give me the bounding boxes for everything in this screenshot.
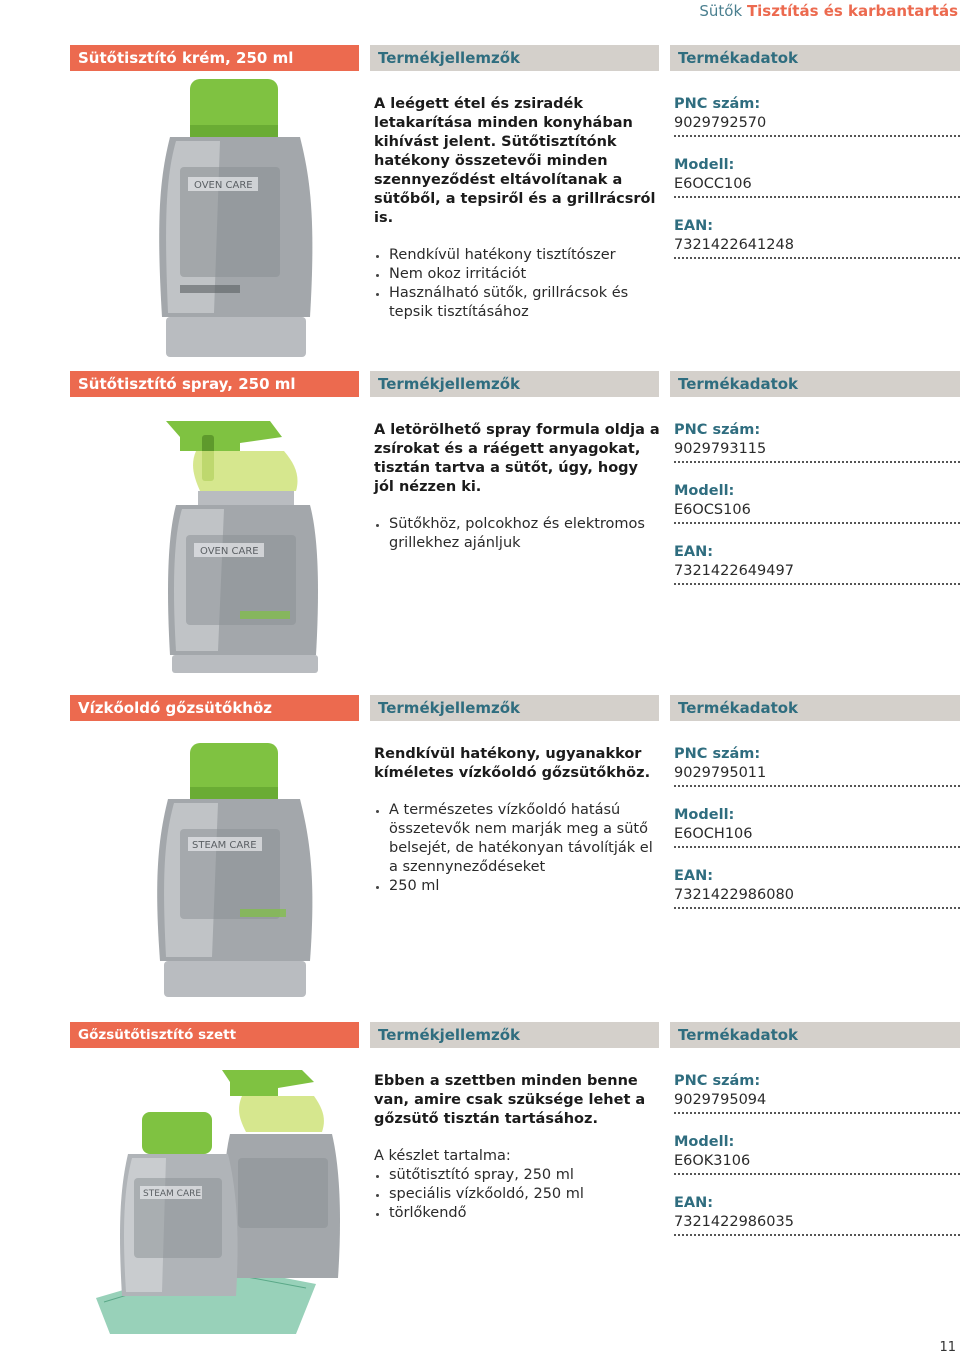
kit-contents-label: A készlet tartalma: [374,1148,511,1164]
model-value: E6OK3106 [674,1153,751,1169]
header-section: Tisztítás és karbantartás [746,2,958,20]
product-image-cream [110,77,350,367]
model-row [674,156,960,198]
pnc-value: 9029795011 [674,765,767,781]
features-block [374,745,660,896]
page-header [699,0,958,22]
product-title: Vízkőoldó gőzsütőkhöz [70,695,359,721]
features-heading: Termékjellemzők [370,45,659,71]
ean-label: EAN: [674,544,714,560]
features-list [374,1166,660,1223]
feature-item: Használható sütők, grillrácsok és tepsik tisztításához [374,284,660,322]
ean-label: EAN: [674,218,714,234]
product-section-kit [0,1022,960,1340]
product-image-kit [92,1058,354,1338]
cream-bottle-illustration [110,77,350,367]
product-section-descaler [0,695,960,1005]
features-intro: A leégett étel és zsiradék letakarítása minden konyhában kihívást jelent. Sütőtisztítónk hatékony összetevői minden szennyeződést eltávolítanak a sütőből, a tepsiről és a grillrácsról is. [374,96,656,226]
pnc-row [674,1072,960,1114]
product-image-spray [110,415,350,675]
model-row [674,806,960,848]
product-image-label: OVEN CARE [194,180,253,191]
spray-bottle-illustration [110,415,350,675]
features-list [374,246,660,322]
features-block [374,421,660,553]
pnc-value: 9029795094 [674,1092,767,1108]
ean-row [674,1194,960,1236]
product-data-block [674,95,960,278]
pnc-row [674,421,960,463]
ean-value: 7321422649497 [674,563,794,579]
product-image-label: STEAM CARE [192,840,257,851]
ean-row [674,217,960,259]
product-data-block [674,421,960,604]
features-block [374,95,660,322]
product-section-spray [0,371,960,681]
product-data-block [674,1072,960,1255]
model-row [674,482,960,524]
ean-value: 7321422641248 [674,237,794,253]
pnc-label: PNC szám: [674,96,761,112]
features-intro: Rendkívül hatékony, ugyanakkor kíméletes vízkőoldó gőzsütőkhöz. [374,746,651,781]
data-heading: Termékadatok [670,45,960,71]
model-value: E6OCS106 [674,502,751,518]
pnc-label: PNC szám: [674,1073,761,1089]
product-image-label: OVEN CARE [200,546,259,557]
features-block [374,1072,660,1223]
product-image-descaler [110,739,350,1001]
product-title: Sütőtisztító spray, 250 ml [70,371,359,397]
model-value: E6OCH106 [674,826,753,842]
model-label: Modell: [674,483,735,499]
ean-row [674,867,960,909]
feature-item: speciális vízkőoldó, 250 ml [374,1185,660,1204]
descaler-bottle-illustration [110,739,350,1001]
ean-value: 7321422986035 [674,1214,794,1230]
model-label: Modell: [674,807,735,823]
feature-item: sütőtisztító spray, 250 ml [374,1166,660,1185]
model-label: Modell: [674,1134,735,1150]
kit-illustration [92,1058,354,1338]
features-list [374,515,660,553]
ean-label: EAN: [674,1195,714,1211]
pnc-row [674,95,960,137]
ean-label: EAN: [674,868,714,884]
data-heading: Termékadatok [670,695,960,721]
product-section-cream [0,45,960,365]
features-heading: Termékjellemzők [370,695,659,721]
feature-item: Sütőkhöz, polcokhoz és elektromos grillekhez ajánljuk [374,515,660,553]
feature-item: törlőkendő [374,1204,660,1223]
product-title: Gőzsütőtisztító szett [70,1022,359,1048]
ean-value: 7321422986080 [674,887,794,903]
page-number: 11 [939,1340,956,1355]
data-heading: Termékadatok [670,1022,960,1048]
product-title: Sütőtisztító krém, 250 ml [70,45,359,71]
features-intro: A letörölhető spray formula oldja a zsírokat és a ráégett anyagokat, tisztán tartva a sütőt, úgy, hogy jól nézzen ki. [374,422,660,495]
feature-item: Rendkívül hatékony tisztítószer [374,246,660,265]
features-heading: Termékjellemzők [370,1022,659,1048]
model-row [674,1133,960,1175]
feature-item: 250 ml [374,877,660,896]
pnc-value: 9029792570 [674,115,767,131]
pnc-label: PNC szám: [674,422,761,438]
pnc-value: 9029793115 [674,441,767,457]
features-intro: Ebben a szettben minden benne van, amire csak szüksége lehet a gőzsütő tisztán tartásához. [374,1073,646,1127]
features-list [374,801,660,896]
features-heading: Termékjellemzők [370,371,659,397]
ean-row [674,543,960,585]
pnc-label: PNC szám: [674,746,761,762]
header-category: Sütők [699,2,743,20]
model-value: E6OCC106 [674,176,752,192]
data-heading: Termékadatok [670,371,960,397]
product-image-label: STEAM CARE [143,1189,202,1199]
feature-item: Nem okoz irritációt [374,265,660,284]
pnc-row [674,745,960,787]
product-data-block [674,745,960,928]
model-label: Modell: [674,157,735,173]
feature-item: A természetes vízkőoldó hatású összetevők nem marják meg a sütő belsejét, de hatékonyan távolítják el a szennyneződéseket [374,801,660,877]
